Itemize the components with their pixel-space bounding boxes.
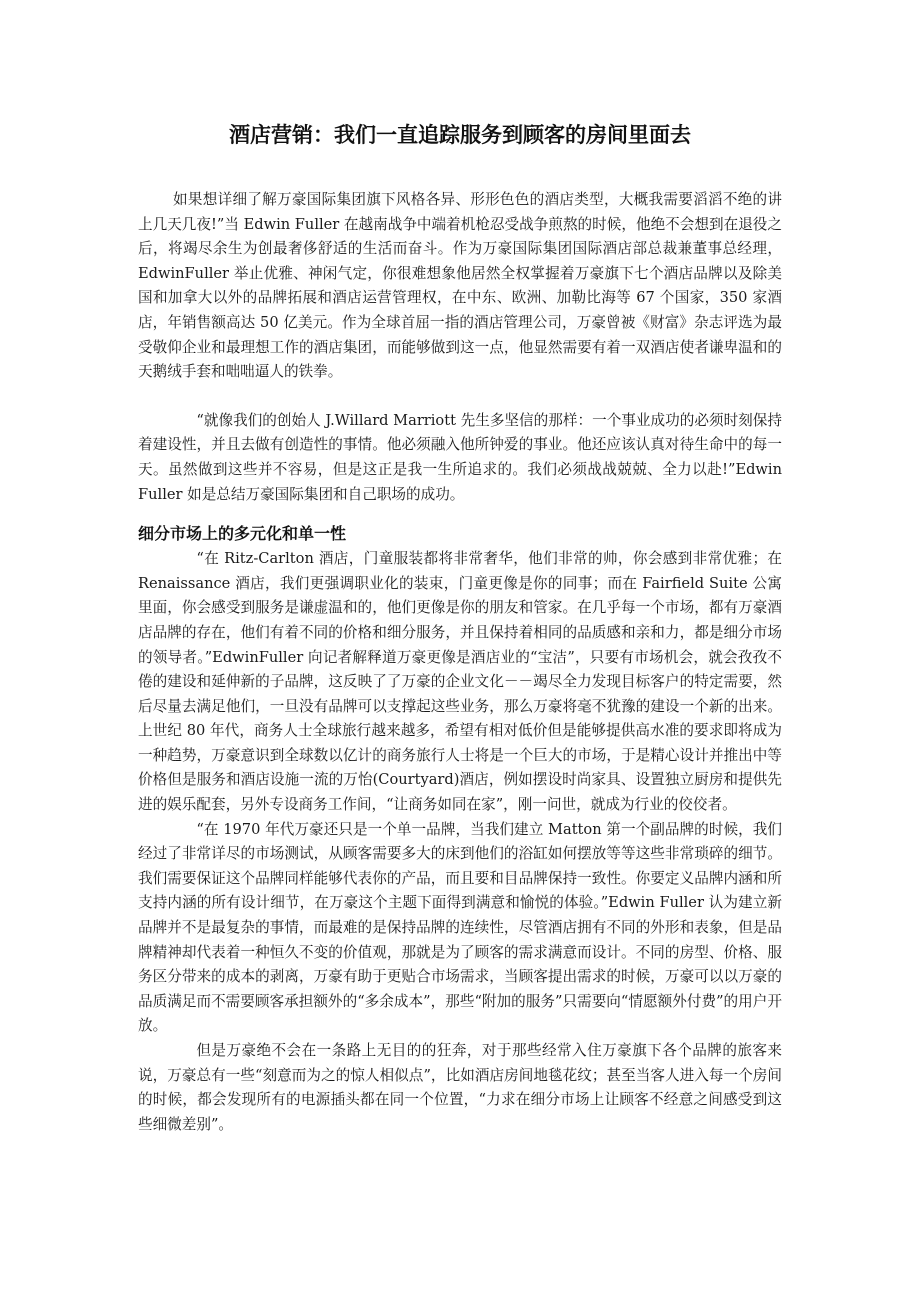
- section-paragraph-consistency: 但是万豪绝不会在一条路上无目的的狂奔，对于那些经常入住万豪旗下各个品牌的旅客来说，万豪总有一些“刻意而为之的惊人相似点”，比如酒店房间地毯花纹；甚至当客人进入每一个房间的时候，都会发现所有的电源插头都在同一个位置，“力求在细分市场上让顾客不经意之间感受到这些细微差别”。: [138, 1042, 782, 1133]
- page-title: 酒店营销：我们一直追踪服务到顾客的房间里面去: [229, 123, 691, 147]
- body-paragraph-intro: 如果想详细了解万豪国际集团旗下风格各异、形形色色的酒店类型，大概我需要滔滔不绝的讲上几天几夜!”当 Edwin Fuller 在越南战争中端着机枪忍受战争煎熬的时候，他绝不会想到在退役之后，将竭尽余生为创最奢侈舒适的生活而奋斗。作为万豪国际集团国际酒店部总裁兼董事总经理，EdwinFuller 举止优雅、神闲气定，你很难想象他居然全权掌握着万豪旗下七个酒店品牌以及除美国和加拿大以外的品牌拓展和酒店运营管理权，在中东、欧洲、加勒比海等 67 个国家，350 家酒店，年销售额高达 50 亿美元。作为全球首屈一指的酒店管理公司，万豪曾被《财富》杂志评选为最受敬仰企业和最理想工作的酒店集团，而能够做到这一点，他显然需要有着一双酒店使者谦卑温和的天鹅绒手套和咄咄逼人的铁拳。: [138, 191, 782, 381]
- body-paragraph-founder-quote: “就像我们的创始人 J.Willard Marriott 先生多坚信的那样：一个事业成功的必须时刻保持着建设性，并且去做有创造性的事情。他必须融入他所钟爱的事业。他还应该认真对待生命中的每一天。虽然做到这些并不容易，但是这正是我一生所追求的。我们必须战战兢兢、全力以赴!”Edwin Fuller 如是总结万豪国际集团和自己职场的成功。: [138, 411, 782, 503]
- section-heading: 细分市场上的多元化和单一性: [138, 524, 347, 544]
- section-paragraph-brands: “在 Ritz-Carlton 酒店，门童服装都将非常奢华，他们非常的帅，你会感到非常优雅；在 Renaissance 酒店，我们更强调职业化的装束，门童更像是你的同事；而在 Fairfield Suite 公寓里面，你会感受到服务是谦虚温和的，他们更像是你的朋友和管家。在几乎每一个市场，都有万豪酒店品牌的存在，他们有着不同的价格和细分服务，并且保持着相同的品质感和亲和力，都是细分市场的领导者。”EdwinFuller 向记者解释道万豪更像是酒店业的“宝洁”，只要有市场机会，就会孜孜不倦的建设和延伸新的子品牌，这反映了了万豪的企业文化－－竭尽全力发现目标客户的特定需要，然后尽量去满足他们，一旦没有品牌可以支撑起这些业务，那么万豪将毫不犹豫的建设一个新的出来。上世纪 80 年代，商务人士全球旅行越来越多，希望有相对低价但是能够提供高水准的要求即将成为一种趋势，万豪意识到全球数以亿计的商务旅行人士将是一个巨大的市场，于是精心设计并推出中等价格但是服务和酒店设施一流的万怡(Courtyard)酒店，例如摆设时尚家具、设置独立厨房和提供先进的娱乐配套，另外专设商务工作间，“让商务如同在家”，刚一问世，就成为行业的佼佼者。: [138, 550, 782, 814]
- paragraph-spacer: [138, 385, 782, 409]
- section-paragraph-single-brand: “在 1970 年代万豪还只是一个单一品牌，当我们建立 Matton 第一个副品牌的时候，我们经过了非常详尽的市场测试，从顾客需要多大的床到他们的浴缸如何摆放等等这些非常琐碎的细节。我们需要保证这个品牌同样能够代表你的产品，而且要和目品牌保持一致性。你要定义品牌内涵和所支持内涵的所有设计细节，在万豪这个主题下面得到满意和愉悦的体验。”Edwin Fuller 认为建立新品牌并不是最复杂的事情，而最难的是保持品牌的连续性，尽管酒店拥有不同的外形和表象，但是品牌精神却代表着一种恒久不变的价值观，那就是为了顾客的需求满意而设计。不同的房型、价格、服务区分带来的成本的剥离，万豪有助于更贴合市场需求，当顾客提出需求的时候，万豪可以以万豪的品质满足而不需要顾客承担额外的“多余成本”，那些“附加的服务”只需要向“情愿额外付费”的用户开放。: [138, 820, 782, 1035]
